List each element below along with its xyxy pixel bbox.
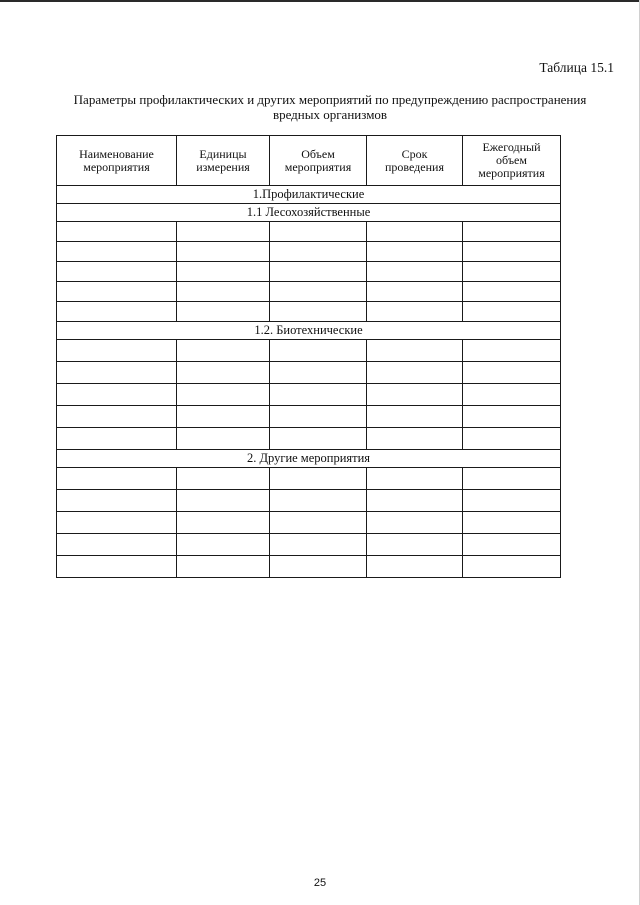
header-volume-line-1: Объем [301, 146, 335, 161]
table-header-row [57, 136, 561, 186]
table-title-line-2: вредных организмов [272, 107, 388, 122]
table-cell [367, 428, 463, 450]
table-cell [177, 428, 270, 450]
table-cell [177, 222, 270, 242]
table-cell [57, 490, 177, 512]
header-term [367, 136, 463, 186]
table-cell [177, 262, 270, 282]
table-cell [270, 302, 367, 322]
header-units-line-1: Единицы [199, 146, 247, 161]
table-title-line-1: Параметры профилактических и других мероприятий по предупреждению распространения [73, 92, 587, 107]
header-annual-line-3: мероприятия [478, 166, 545, 180]
table-cell [270, 242, 367, 262]
table-cell [57, 406, 177, 428]
table-cell [367, 222, 463, 242]
table-cell [57, 282, 177, 302]
table-cell [177, 282, 270, 302]
table-row [57, 384, 561, 406]
table-cell [463, 282, 561, 302]
section-label: 1.2. Биотехнические [57, 322, 561, 340]
table-cell [57, 428, 177, 450]
table-cell [57, 262, 177, 282]
table-cell [57, 242, 177, 262]
table-cell [463, 362, 561, 384]
table-cell [177, 362, 270, 384]
header-term-line-1: Срок [401, 146, 428, 161]
table-cell [57, 362, 177, 384]
table-cell [463, 406, 561, 428]
table-cell [463, 384, 561, 406]
table-cell [57, 512, 177, 534]
header-name-line-1: Наименование [79, 146, 154, 161]
page-top-edge [0, 0, 640, 2]
table-cell [367, 406, 463, 428]
table-row [57, 406, 561, 428]
table-cell [367, 384, 463, 406]
table-cell [367, 512, 463, 534]
table-row [57, 362, 561, 384]
table-cell [463, 242, 561, 262]
table-cell [463, 512, 561, 534]
table-cell [177, 242, 270, 262]
table-cell [57, 468, 177, 490]
header-volume-line-2: мероприятия [284, 159, 352, 174]
section-row-biotechnical [57, 322, 561, 340]
table-cell [270, 384, 367, 406]
table-cell [270, 428, 367, 450]
table-title [60, 92, 600, 122]
table-cell [57, 340, 177, 362]
section-row-forestry [57, 204, 561, 222]
measures-table [56, 135, 561, 578]
table-cell [177, 468, 270, 490]
table-cell [270, 490, 367, 512]
table-row [57, 262, 561, 282]
table-row [57, 302, 561, 322]
table-row [57, 512, 561, 534]
table-row [57, 340, 561, 362]
table-cell [57, 534, 177, 556]
table-cell [270, 556, 367, 578]
table-cell [463, 302, 561, 322]
header-units-line-2: измерения [196, 159, 250, 174]
table-cell [270, 282, 367, 302]
section-label: 1.1 Лесохозяйственные [57, 204, 561, 222]
table-cell [270, 362, 367, 384]
section-row-prophylactic [57, 186, 561, 204]
table-cell [270, 262, 367, 282]
table-number-label: Таблица 15.1 [539, 60, 614, 75]
table-cell [367, 556, 463, 578]
table-cell [270, 512, 367, 534]
table-cell [270, 222, 367, 242]
table-cell [463, 468, 561, 490]
section-label: 2. Другие мероприятия [57, 450, 561, 468]
table-row [57, 490, 561, 512]
table-cell [463, 556, 561, 578]
table-cell [177, 302, 270, 322]
table-cell [367, 362, 463, 384]
table-row [57, 428, 561, 450]
table-cell [177, 512, 270, 534]
section-row-other [57, 450, 561, 468]
page-number: 25 [313, 877, 327, 889]
table-cell [177, 534, 270, 556]
table-cell [57, 302, 177, 322]
table-row [57, 242, 561, 262]
header-name [57, 136, 177, 186]
table-cell [270, 534, 367, 556]
table-cell [463, 262, 561, 282]
table-cell [57, 222, 177, 242]
table-row [57, 556, 561, 578]
table-row [57, 534, 561, 556]
table-cell [367, 468, 463, 490]
table-cell [463, 222, 561, 242]
table-cell [177, 384, 270, 406]
table-row [57, 468, 561, 490]
table-cell [177, 406, 270, 428]
header-volume [270, 136, 367, 186]
table-cell [367, 282, 463, 302]
table-cell [57, 556, 177, 578]
table-cell [463, 490, 561, 512]
table-cell [57, 384, 177, 406]
table-cell [177, 490, 270, 512]
table-cell [270, 468, 367, 490]
table-cell [177, 556, 270, 578]
header-units [177, 136, 270, 186]
table-cell [270, 406, 367, 428]
table-cell [367, 262, 463, 282]
table-row [57, 222, 561, 242]
table-cell [367, 302, 463, 322]
table-cell [367, 534, 463, 556]
header-annual-line-1: Ежегодный [482, 140, 541, 154]
table-cell [463, 340, 561, 362]
header-name-line-2: мероприятия [83, 159, 150, 174]
table-cell [367, 242, 463, 262]
table-cell [367, 490, 463, 512]
table-cell [270, 340, 367, 362]
table-cell [367, 340, 463, 362]
table-row [57, 282, 561, 302]
table-cell [177, 340, 270, 362]
header-annual-volume [463, 136, 561, 186]
header-annual-line-2: объем [496, 153, 527, 167]
header-term-line-2: проведения [385, 159, 444, 174]
table-cell [463, 428, 561, 450]
table-cell [463, 534, 561, 556]
section-label: 1.Профилактические [57, 186, 561, 204]
